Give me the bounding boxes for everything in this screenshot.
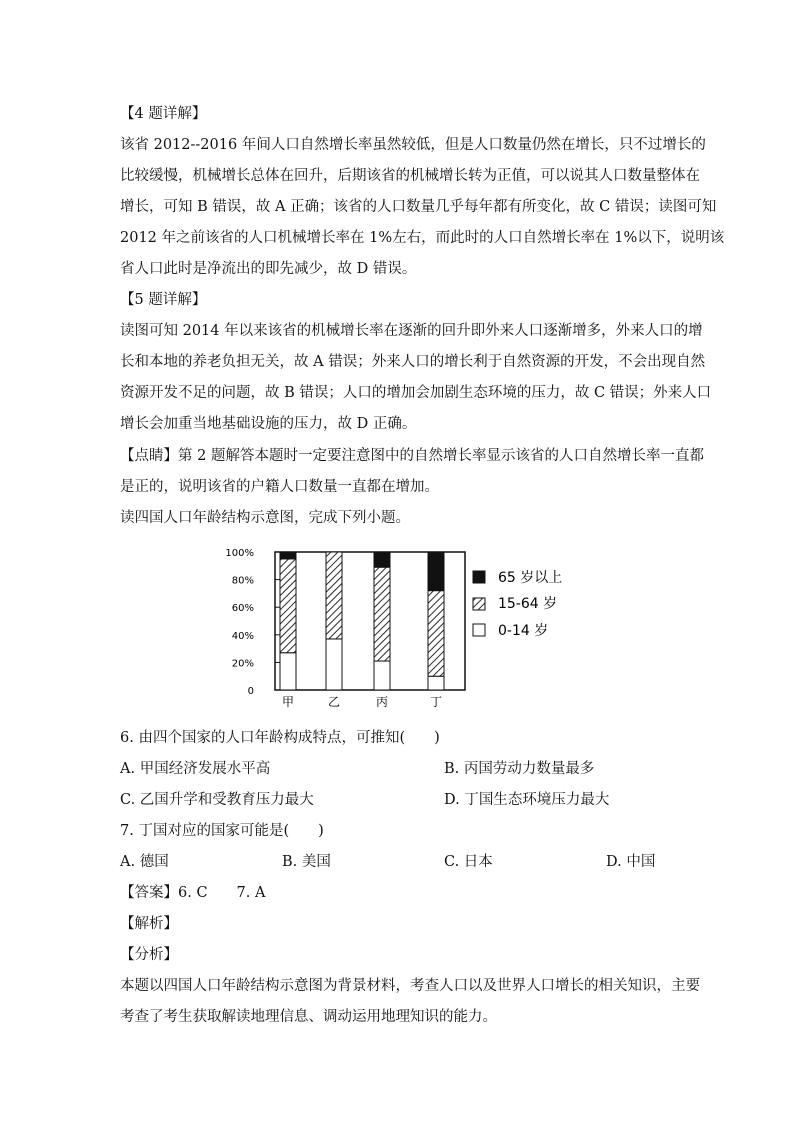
legend-label-15-64: 15-64 岁 xyxy=(498,596,558,612)
q7-option-c[interactable]: C. 日本 xyxy=(444,854,493,870)
y-tick-label: 0 xyxy=(247,686,254,697)
y-tick-label: 20% xyxy=(231,658,254,670)
fenxi-line: 本题以四国人口年龄结构示意图为背景材料，考查人口以及世界人口增长的相关知识，主要 xyxy=(120,978,700,994)
q5-line: 长和本地的养老负担无关，故 A 错误；外来人口的增长利于自然资源的开发，不会出现自然 xyxy=(120,354,706,370)
bar-segment-丁-2 xyxy=(428,552,444,591)
bar-segment-乙-1 xyxy=(326,552,342,639)
bar-segment-丁-0 xyxy=(428,676,444,690)
analysis-heading: 【解析】 xyxy=(120,916,178,932)
q4-line: 该省 2012--2016 年间人口自然增长率虽然较低，但是人口数量仍然在增长，只不过增长的 xyxy=(120,137,706,153)
q4-line: 增长，可知 B 错误，故 A 正确；该省的人口数量几乎每年都有所变化，故 C 错误；读图可知 xyxy=(120,199,717,215)
q6-option-d[interactable]: D. 丁国生态环境压力最大 xyxy=(444,792,610,808)
q6-option-c[interactable]: C. 乙国升学和受教育压力最大 xyxy=(120,792,314,808)
legend-swatch-65-plus xyxy=(473,571,485,583)
q4-line: 2012 年之前该省的人口机械增长率在 1%左右，而此时的人口自然增长率在 1%以下，说明该 xyxy=(120,230,725,246)
q7-stem: 7. 丁国对应的国家可能是( ) xyxy=(120,823,324,839)
q6-option-a[interactable]: A. 甲国经济发展水平高 xyxy=(120,761,271,777)
bar-segment-甲-1 xyxy=(280,559,296,653)
bar-segment-甲-2 xyxy=(280,552,296,559)
q6-option-b[interactable]: B. 丙国劳动力数量最多 xyxy=(444,761,595,777)
intro-text: 读四国人口年龄结构示意图，完成下列小题。 xyxy=(120,510,410,526)
note-line: 是正的，说明该省的户籍人口数量一直都在增加。 xyxy=(120,479,439,495)
note-line: 【点睛】第 2 题解答本题时一定要注意图中的自然增长率显示该省的人口自然增长率一直都 xyxy=(120,448,704,464)
q4-line: 省人口此时是净流出的即先减少，故 D 错误。 xyxy=(120,261,417,277)
q5-line: 资源开发不足的问题，故 B 错误；人口的增加会加剧生态环境的压力，故 C 错误；外来人口 xyxy=(120,385,712,401)
x-category-label: 丁 xyxy=(429,695,443,709)
bar-segment-丙-1 xyxy=(374,567,390,661)
q5-line: 读图可知 2014 年以来该省的机械增长率在逐渐的回升即外来人口逐渐增多，外来人口的增 xyxy=(120,323,703,339)
fenxi-heading: 【分析】 xyxy=(120,947,178,963)
bar-segment-丙-2 xyxy=(374,552,390,567)
x-category-label: 甲 xyxy=(281,695,295,709)
x-category-label: 乙 xyxy=(327,695,341,709)
q7-option-d[interactable]: D. 中国 xyxy=(606,854,656,870)
q7-option-b[interactable]: B. 美国 xyxy=(282,854,331,870)
bar-segment-甲-0 xyxy=(280,653,296,690)
legend-label-0-14: 0-14 岁 xyxy=(498,623,549,639)
q4-line: 比较缓慢，机械增长总体在回升，后期该省的机械增长转为正值，可以说其人口数量整体在 xyxy=(120,168,700,184)
legend-label-65-plus: 65 岁以上 xyxy=(498,570,563,586)
y-tick-label: 60% xyxy=(231,603,254,615)
y-tick-label: 80% xyxy=(231,575,254,587)
y-tick-label: 100% xyxy=(225,548,254,559)
legend-swatch-15-64 xyxy=(473,598,485,610)
q7-option-a[interactable]: A. 德国 xyxy=(120,854,169,870)
bar-segment-乙-0 xyxy=(326,639,342,690)
q5-line: 增长会加重当地基础设施的压力，故 D 正确。 xyxy=(120,416,417,432)
q5-heading: 【5 题详解】 xyxy=(120,292,207,308)
x-category-label: 丙 xyxy=(375,695,389,709)
legend xyxy=(473,569,562,639)
age-structure-chart xyxy=(222,540,602,715)
answer: 【答案】6. C 7. A xyxy=(120,885,266,901)
fenxi-line: 考查了考生获取解读地理信息、调动运用地理知识的能力。 xyxy=(120,1009,497,1025)
q4-heading: 【4 题详解】 xyxy=(120,106,207,122)
y-tick-label: 40% xyxy=(231,630,254,642)
q6-stem: 6. 由四个国家的人口年龄构成特点，可推知( ) xyxy=(120,730,440,746)
bar-segment-丁-1 xyxy=(428,591,444,677)
bar-segment-丙-0 xyxy=(374,661,390,690)
legend-swatch-0-14 xyxy=(473,624,485,636)
